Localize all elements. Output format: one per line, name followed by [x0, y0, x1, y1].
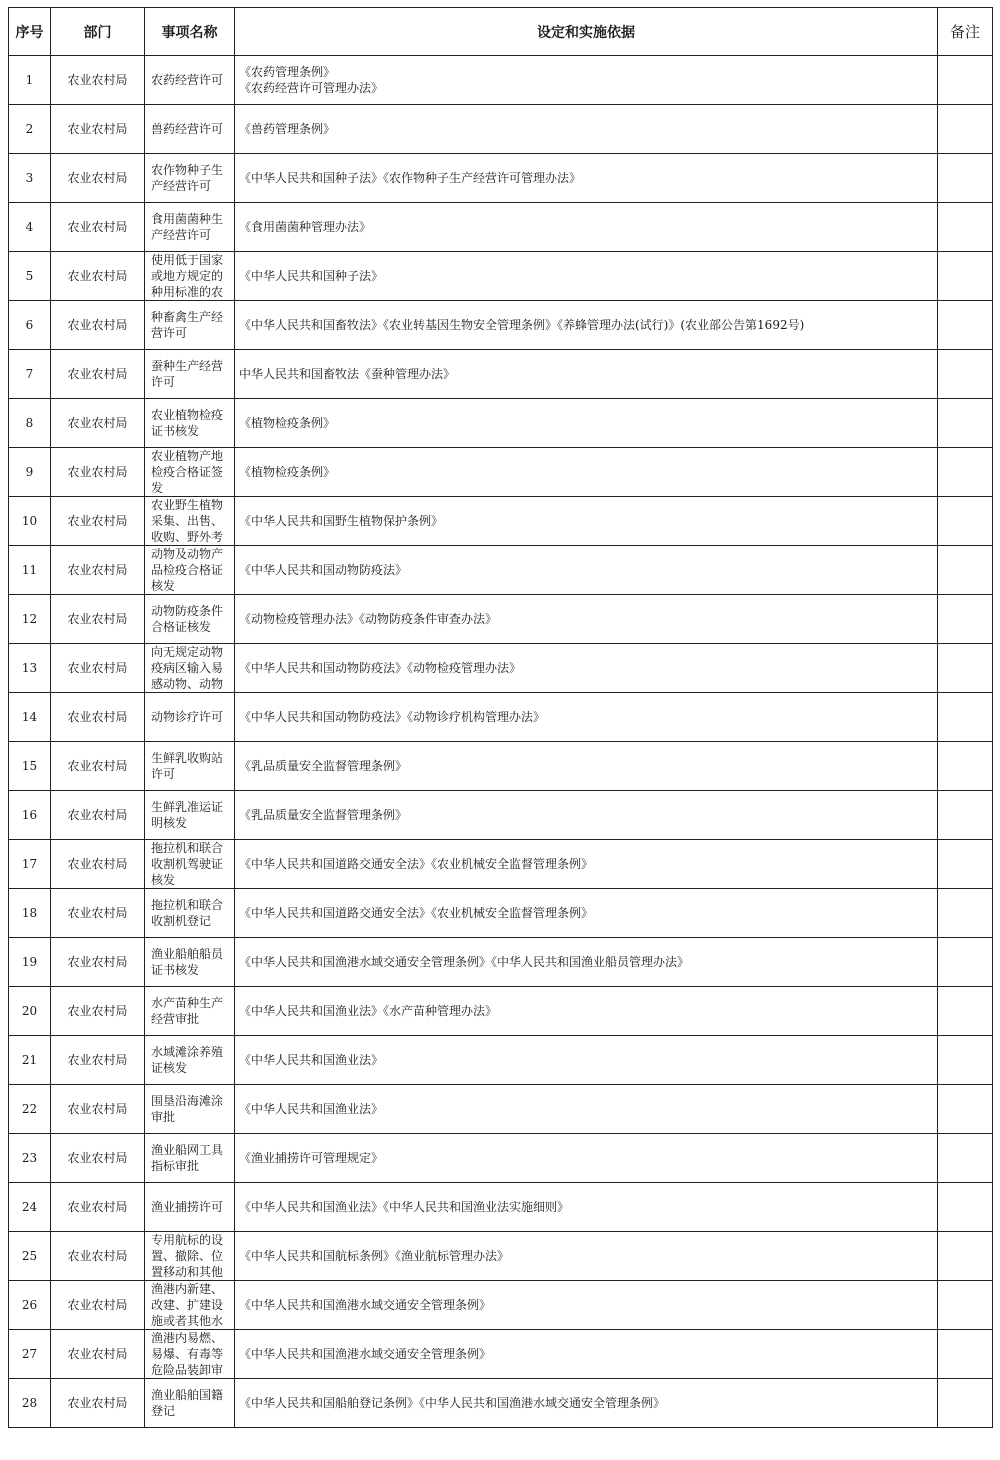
- cell-remarks: [938, 203, 993, 252]
- item-name-text: 渔业船舶船员证书核发: [151, 947, 224, 977]
- cell-legal-basis: 《中华人民共和国道路交通安全法》《农业机械安全监督管理条例》: [235, 889, 938, 938]
- header-seq: 序号: [9, 8, 51, 56]
- cell-legal-basis: 《兽药管理条例》: [235, 105, 938, 154]
- item-name-text: 渔港内易燃、易爆、有毒等危险品装卸审: [151, 1331, 224, 1377]
- item-name-text: 农业植物检疫证书核发: [151, 408, 224, 438]
- table-row: [9, 1183, 993, 1232]
- item-name-text: 渔业捕捞许可: [151, 1200, 224, 1214]
- item-name-text: 生鲜乳准运证明核发: [151, 800, 224, 830]
- cell-item-name: [145, 203, 235, 252]
- cell-seq: 5: [9, 252, 51, 301]
- item-name-text: 向无规定动物疫病区输入易感动物、动物: [151, 645, 224, 691]
- cell-department: 农业农村局: [51, 791, 145, 840]
- table-row: [9, 350, 993, 399]
- cell-seq: 4: [9, 203, 51, 252]
- table-row: [9, 987, 993, 1036]
- table-row: [9, 1036, 993, 1085]
- cell-remarks: [938, 497, 993, 546]
- cell-department: 农业农村局: [51, 693, 145, 742]
- cell-seq: 21: [9, 1036, 51, 1085]
- cell-seq: 17: [9, 840, 51, 889]
- cell-item-name: [145, 1379, 235, 1428]
- cell-remarks: [938, 840, 993, 889]
- cell-legal-basis: 《乳品质量安全监督管理条例》: [235, 791, 938, 840]
- item-name-text: 渔业船舶国籍登记: [151, 1388, 224, 1418]
- cell-seq: 23: [9, 1134, 51, 1183]
- cell-remarks: [938, 546, 993, 595]
- cell-seq: 24: [9, 1183, 51, 1232]
- table-row: [9, 1379, 993, 1428]
- cell-seq: 13: [9, 644, 51, 693]
- cell-department: 农业农村局: [51, 1085, 145, 1134]
- cell-legal-basis: 《农药管理条例》 《农药经营许可管理办法》: [235, 56, 938, 105]
- cell-seq: 25: [9, 1232, 51, 1281]
- cell-item-name: [145, 693, 235, 742]
- cell-department: 农业农村局: [51, 203, 145, 252]
- cell-item-name: [145, 938, 235, 987]
- cell-legal-basis: 《中华人民共和国野生植物保护条例》: [235, 497, 938, 546]
- cell-legal-basis: 《中华人民共和国动物防疫法》《动物检疫管理办法》: [235, 644, 938, 693]
- item-name-text: 渔港内新建、改建、扩建设施或者其他水: [151, 1282, 224, 1328]
- cell-department: 农业农村局: [51, 1281, 145, 1330]
- table-row: [9, 1330, 993, 1379]
- cell-remarks: [938, 1085, 993, 1134]
- cell-item-name: [145, 154, 235, 203]
- cell-legal-basis: 《渔业捕捞许可管理规定》: [235, 1134, 938, 1183]
- cell-remarks: [938, 56, 993, 105]
- cell-remarks: [938, 595, 993, 644]
- cell-legal-basis: 《中华人民共和国动物防疫法》: [235, 546, 938, 595]
- item-name-text: 动物及动物产品检疫合格证核发: [151, 547, 224, 593]
- cell-item-name: [145, 1036, 235, 1085]
- cell-legal-basis: 《中华人民共和国渔业法》: [235, 1036, 938, 1085]
- cell-department: 农业农村局: [51, 938, 145, 987]
- cell-legal-basis: 《乳品质量安全监督管理条例》: [235, 742, 938, 791]
- item-name-text: 拖拉机和联合收割机驾驶证核发: [151, 841, 224, 887]
- cell-legal-basis: 《中华人民共和国畜牧法》《农业转基因生物安全管理条例》《养蜂管理办法(试行)》(农业部公告第1692号): [235, 301, 938, 350]
- table-row: [9, 742, 993, 791]
- item-name-text: 动物防疫条件合格证核发: [151, 604, 224, 634]
- cell-legal-basis: 《中华人民共和国航标条例》《渔业航标管理办法》: [235, 1232, 938, 1281]
- table-row: [9, 840, 993, 889]
- item-name-text: 生鲜乳收购站许可: [151, 751, 224, 781]
- item-name-text: 农药经营许可: [151, 73, 224, 87]
- cell-legal-basis: 《中华人民共和国渔港水域交通安全管理条例》《中华人民共和国渔业船员管理办法》: [235, 938, 938, 987]
- cell-item-name: [145, 1085, 235, 1134]
- cell-remarks: [938, 1134, 993, 1183]
- cell-remarks: [938, 987, 993, 1036]
- cell-department: 农业农村局: [51, 840, 145, 889]
- item-name-text: 渔业船网工具指标审批: [151, 1143, 224, 1173]
- cell-department: 农业农村局: [51, 1330, 145, 1379]
- cell-item-name: [145, 791, 235, 840]
- table-row: [9, 1281, 993, 1330]
- table-row: [9, 301, 993, 350]
- cell-seq: 8: [9, 399, 51, 448]
- cell-item-name: [145, 742, 235, 791]
- cell-legal-basis: 《中华人民共和国道路交通安全法》《农业机械安全监督管理条例》: [235, 840, 938, 889]
- cell-legal-basis: 《食用菌菌种管理办法》: [235, 203, 938, 252]
- cell-seq: 12: [9, 595, 51, 644]
- cell-department: 农业农村局: [51, 1183, 145, 1232]
- item-name-text: 农作物种子生产经营许可: [151, 163, 224, 193]
- cell-seq: 16: [9, 791, 51, 840]
- item-name-text: 动物诊疗许可: [151, 710, 224, 724]
- cell-item-name: [145, 987, 235, 1036]
- cell-legal-basis: 中华人民共和国畜牧法《蚕种管理办法》: [235, 350, 938, 399]
- cell-seq: 14: [9, 693, 51, 742]
- cell-department: 农业农村局: [51, 1134, 145, 1183]
- cell-legal-basis: 《中华人民共和国渔业法》: [235, 1085, 938, 1134]
- cell-legal-basis: 《中华人民共和国渔港水域交通安全管理条例》: [235, 1281, 938, 1330]
- table-row: [9, 1232, 993, 1281]
- header-legal-basis: 设定和实施依据: [235, 8, 938, 56]
- cell-remarks: [938, 154, 993, 203]
- item-name-text: 使用低于国家或地方规定的种用标准的农: [151, 253, 224, 299]
- cell-department: 农业农村局: [51, 56, 145, 105]
- cell-seq: 11: [9, 546, 51, 595]
- cell-remarks: [938, 1379, 993, 1428]
- table-row: [9, 497, 993, 546]
- cell-remarks: [938, 791, 993, 840]
- cell-item-name: [145, 546, 235, 595]
- item-name-text: 水产苗种生产经营审批: [151, 996, 224, 1026]
- cell-item-name: [145, 1281, 235, 1330]
- table-row: [9, 889, 993, 938]
- cell-item-name: [145, 1330, 235, 1379]
- table-row: [9, 252, 993, 301]
- table-row: [9, 203, 993, 252]
- cell-seq: 27: [9, 1330, 51, 1379]
- item-name-text: 水域滩涂养殖证核发: [151, 1045, 224, 1075]
- cell-department: 农业农村局: [51, 1036, 145, 1085]
- cell-seq: 1: [9, 56, 51, 105]
- cell-legal-basis: 《中华人民共和国种子法》: [235, 252, 938, 301]
- cell-seq: 7: [9, 350, 51, 399]
- table-row: [9, 693, 993, 742]
- cell-department: 农业农村局: [51, 399, 145, 448]
- item-name-text: 拖拉机和联合收割机登记: [151, 898, 224, 928]
- cell-item-name: [145, 301, 235, 350]
- header-item-name: 事项名称: [145, 8, 235, 56]
- cell-item-name: [145, 1183, 235, 1232]
- cell-legal-basis: 《中华人民共和国渔港水域交通安全管理条例》: [235, 1330, 938, 1379]
- cell-remarks: [938, 1281, 993, 1330]
- table-header-row: [9, 8, 993, 56]
- cell-department: 农业农村局: [51, 301, 145, 350]
- cell-item-name: [145, 350, 235, 399]
- cell-legal-basis: 《中华人民共和国种子法》《农作物种子生产经营许可管理办法》: [235, 154, 938, 203]
- cell-remarks: [938, 448, 993, 497]
- cell-department: 农业农村局: [51, 448, 145, 497]
- table-row: [9, 448, 993, 497]
- cell-seq: 6: [9, 301, 51, 350]
- cell-remarks: [938, 1183, 993, 1232]
- cell-legal-basis: 《动物检疫管理办法》《动物防疫条件审查办法》: [235, 595, 938, 644]
- cell-seq: 2: [9, 105, 51, 154]
- cell-department: 农业农村局: [51, 987, 145, 1036]
- cell-department: 农业农村局: [51, 105, 145, 154]
- cell-department: 农业农村局: [51, 742, 145, 791]
- cell-item-name: [145, 448, 235, 497]
- cell-remarks: [938, 301, 993, 350]
- item-name-text: 食用菌菌种生产经营许可: [151, 212, 224, 242]
- cell-seq: 28: [9, 1379, 51, 1428]
- cell-department: 农业农村局: [51, 644, 145, 693]
- cell-seq: 22: [9, 1085, 51, 1134]
- cell-department: 农业农村局: [51, 252, 145, 301]
- cell-item-name: [145, 497, 235, 546]
- cell-remarks: [938, 350, 993, 399]
- item-name-text: 种畜禽生产经营许可: [151, 310, 224, 340]
- cell-remarks: [938, 1330, 993, 1379]
- cell-department: 农业农村局: [51, 595, 145, 644]
- cell-department: 农业农村局: [51, 1379, 145, 1428]
- table-row: [9, 938, 993, 987]
- cell-item-name: [145, 105, 235, 154]
- item-name-text: 蚕种生产经营许可: [151, 359, 224, 389]
- cell-legal-basis: 《中华人民共和国渔业法》《水产苗种管理办法》: [235, 987, 938, 1036]
- cell-legal-basis: 《植物检疫条例》: [235, 448, 938, 497]
- table-row: [9, 1085, 993, 1134]
- cell-remarks: [938, 693, 993, 742]
- cell-department: 农业农村局: [51, 889, 145, 938]
- table-row: [9, 399, 993, 448]
- item-name-text: 专用航标的设置、撤除、位置移动和其他: [151, 1233, 224, 1279]
- license-items-table: [8, 7, 993, 1428]
- cell-department: 农业农村局: [51, 154, 145, 203]
- cell-item-name: [145, 1232, 235, 1281]
- cell-seq: 3: [9, 154, 51, 203]
- cell-item-name: [145, 889, 235, 938]
- table-row: [9, 595, 993, 644]
- table-row: [9, 644, 993, 693]
- cell-legal-basis: 《中华人民共和国动物防疫法》《动物诊疗机构管理办法》: [235, 693, 938, 742]
- item-name-text: 围垦沿海滩涂审批: [151, 1094, 224, 1124]
- cell-remarks: [938, 644, 993, 693]
- cell-seq: 19: [9, 938, 51, 987]
- cell-remarks: [938, 105, 993, 154]
- cell-department: 农业农村局: [51, 1232, 145, 1281]
- cell-seq: 26: [9, 1281, 51, 1330]
- cell-department: 农业农村局: [51, 497, 145, 546]
- header-remarks: 备注: [938, 8, 993, 56]
- cell-department: 农业农村局: [51, 350, 145, 399]
- cell-remarks: [938, 889, 993, 938]
- cell-seq: 10: [9, 497, 51, 546]
- item-name-text: 农业野生植物采集、出售、收购、野外考: [151, 498, 224, 544]
- item-name-text: 农业植物产地检疫合格证签发: [151, 449, 224, 495]
- cell-item-name: [145, 644, 235, 693]
- cell-remarks: [938, 742, 993, 791]
- cell-legal-basis: 《中华人民共和国船舶登记条例》《中华人民共和国渔港水域交通安全管理条例》: [235, 1379, 938, 1428]
- cell-item-name: [145, 840, 235, 889]
- cell-legal-basis: 《中华人民共和国渔业法》《中华人民共和国渔业法实施细则》: [235, 1183, 938, 1232]
- cell-seq: 20: [9, 987, 51, 1036]
- cell-item-name: [145, 1134, 235, 1183]
- table-row: [9, 1134, 993, 1183]
- cell-item-name: [145, 252, 235, 301]
- item-name-text: 兽药经营许可: [151, 122, 224, 136]
- cell-seq: 18: [9, 889, 51, 938]
- table-row: [9, 546, 993, 595]
- table-body: [9, 56, 993, 1428]
- cell-item-name: [145, 399, 235, 448]
- cell-remarks: [938, 1036, 993, 1085]
- table-row: [9, 791, 993, 840]
- table-row: [9, 105, 993, 154]
- cell-legal-basis: 《植物检疫条例》: [235, 399, 938, 448]
- cell-remarks: [938, 252, 993, 301]
- cell-item-name: [145, 56, 235, 105]
- cell-department: 农业农村局: [51, 546, 145, 595]
- cell-remarks: [938, 938, 993, 987]
- cell-remarks: [938, 1232, 993, 1281]
- table-row: [9, 56, 993, 105]
- table-row: [9, 154, 993, 203]
- cell-seq: 15: [9, 742, 51, 791]
- cell-item-name: [145, 595, 235, 644]
- cell-seq: 9: [9, 448, 51, 497]
- header-department: 部门: [51, 8, 145, 56]
- cell-remarks: [938, 399, 993, 448]
